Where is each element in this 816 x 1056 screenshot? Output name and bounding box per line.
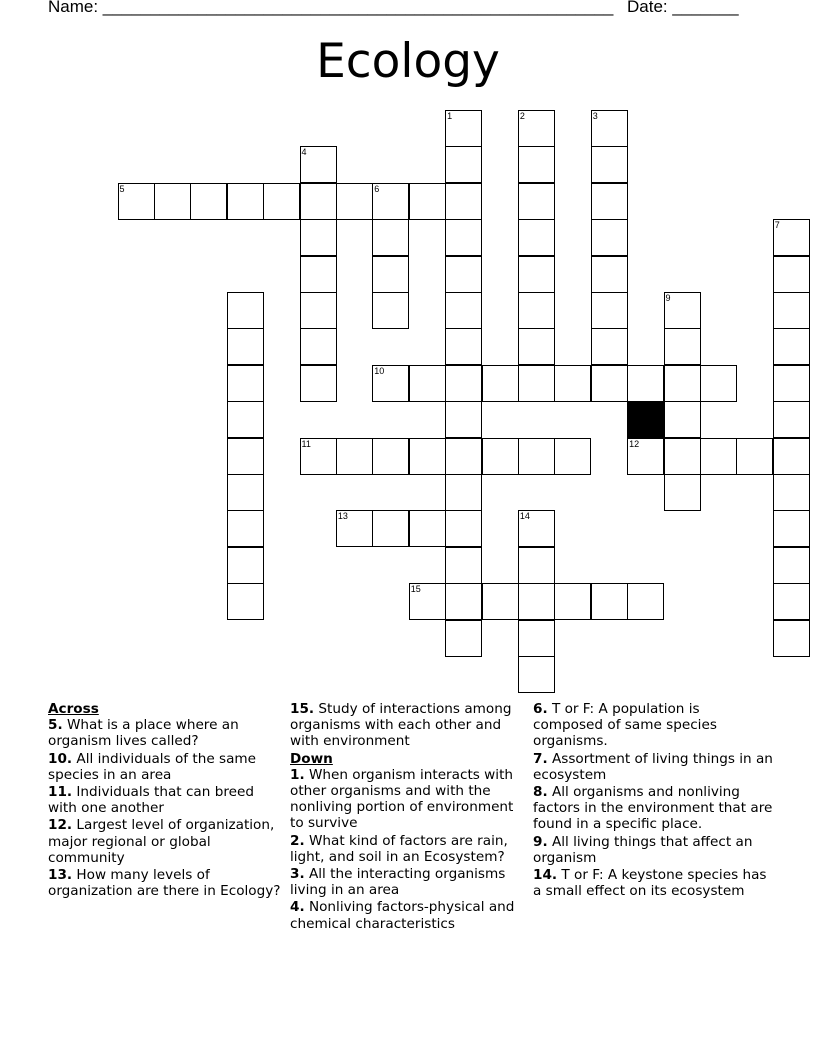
grid-cell[interactable] [336,510,373,547]
grid-cell[interactable] [227,183,264,220]
grid-cell[interactable] [554,438,591,475]
clue-item-text: All the interacting organisms living in an area [290,866,506,899]
grid-cell[interactable] [300,256,337,293]
grid-cell[interactable] [445,547,482,584]
grid-cell[interactable] [372,183,409,220]
clue-item [48,784,284,816]
grid-cell[interactable] [773,328,810,365]
clue-item-text: How many levels of organization are there in Ecology? [48,867,281,900]
clue-item-text: When organism interacts with other organisms and with the nonliving portion of environment to survive [290,766,514,832]
grid-cell[interactable] [445,474,482,511]
grid-cell[interactable] [482,438,519,475]
grid-cell[interactable] [300,219,337,256]
grid-cell[interactable] [591,365,628,402]
clue-number: 2 [519,111,525,121]
blocked-cell [627,401,664,438]
clue-item-text: What kind of factors are rain, light, and soil in an Ecosystem? [290,832,508,865]
grid-cell[interactable] [736,438,773,475]
across-heading: Across [48,701,99,717]
clue-number: 15 [410,584,421,595]
clue-item [533,701,773,750]
grid-cell[interactable] [518,328,555,365]
clue-item-text: What is a place where an organism lives called? [48,717,239,750]
clue-number: 7 [774,220,780,231]
clue-item-number: 5. [48,717,63,734]
clue-item-text: T or F: A keystone species has a small effect on its ecosystem [533,867,767,900]
grid-cell[interactable] [227,328,264,365]
clue-item-number: 15. [290,701,315,717]
grid-cell[interactable] [591,583,628,620]
grid-cell[interactable] [445,110,482,147]
clue-item [290,833,526,865]
clue-number: 3 [592,111,598,121]
clue-item [290,899,526,931]
clue-number: 12 [629,438,640,449]
clue-number: 4 [301,147,307,158]
grid-cell[interactable] [518,583,555,620]
grid-cell[interactable] [372,438,409,475]
clue-item-number: 4. [290,899,305,916]
clue-item-number: 2. [290,832,305,849]
grid-cell[interactable] [773,219,810,256]
grid-cell[interactable] [591,256,628,293]
clue-number: 13 [337,511,348,522]
grid-cell[interactable] [773,401,810,438]
grid-cell[interactable] [518,219,555,256]
grid-cell[interactable] [118,183,155,220]
grid-cell[interactable] [627,365,664,402]
clue-item-number: 6. [533,701,548,717]
grid-cell[interactable] [518,110,555,147]
grid-cell[interactable] [518,256,555,293]
grid-cell[interactable] [372,256,409,293]
grid-cell[interactable] [445,183,482,220]
grid-cell[interactable] [700,438,737,475]
grid-cell[interactable] [372,510,409,547]
across-clue-list [48,717,284,899]
grid-cell[interactable] [409,583,446,620]
grid-cell[interactable] [445,401,482,438]
grid-cell[interactable] [445,328,482,365]
down-heading: Down [290,750,333,767]
grid-cell[interactable] [445,438,482,475]
clue-item-text: Individuals that can breed with one another [48,784,254,817]
clue-item-text: All living things that affect an organism [533,833,753,866]
grid-cell[interactable] [664,438,701,475]
grid-cell[interactable] [664,365,701,402]
grid-cell[interactable] [154,183,191,220]
grid-cell[interactable] [664,401,701,438]
grid-cell[interactable] [445,219,482,256]
clue-item [48,817,284,866]
grid-cell[interactable] [627,583,664,620]
clue-column-1 [48,701,284,900]
clue-item [290,701,526,750]
clue-number: 11 [301,438,311,449]
grid-cell[interactable] [227,292,264,329]
grid-cell[interactable] [300,183,337,220]
grid-cell[interactable] [518,438,555,475]
clue-item-number: 1. [290,766,305,783]
clue-item-text: All individuals of the same species in an area [48,750,257,783]
grid-cell[interactable] [227,438,264,475]
grid-cell[interactable] [300,328,337,365]
clue-item [533,834,773,866]
grid-cell[interactable] [300,365,337,402]
grid-cell[interactable] [627,438,664,475]
clue-item [290,866,526,898]
grid-cell[interactable] [591,146,628,183]
clue-item [533,784,773,833]
clue-item [48,717,284,749]
clue-item-number: 8. [533,784,548,801]
clue-item-number: 3. [290,866,305,883]
clue-number: 1 [447,111,453,121]
grid-cell[interactable] [336,183,373,220]
grid-cell[interactable] [409,510,446,547]
grid-cell[interactable] [445,365,482,402]
grid-cell[interactable] [518,292,555,329]
clue-number: 6 [374,183,380,194]
clue-number: 10 [374,365,385,376]
date-field-label: Date: _______ [627,0,739,16]
grid-cell[interactable] [300,146,337,183]
grid-cell[interactable] [300,292,337,329]
clue-item-number: 14. [533,867,558,884]
grid-cell[interactable] [445,146,482,183]
clue-item-number: 13. [48,867,73,884]
grid-cell[interactable] [554,365,591,402]
grid-cell[interactable] [445,583,482,620]
grid-cell[interactable] [518,620,555,657]
grid-cell[interactable] [518,510,555,547]
grid-cell[interactable] [773,365,810,402]
clue-column-2 [290,701,526,933]
grid-cell[interactable] [591,219,628,256]
clue-item-number: 7. [533,750,548,767]
grid-cell[interactable] [773,474,810,511]
grid-cell[interactable] [518,183,555,220]
clue-number: 14 [519,511,530,522]
grid-cell[interactable] [227,401,264,438]
grid-cell[interactable] [445,510,482,547]
grid-cell[interactable] [227,510,264,547]
down-clue-list-continued [533,701,773,899]
grid-cell[interactable] [445,620,482,657]
clue-item [533,867,773,899]
grid-cell[interactable] [591,328,628,365]
name-field-label: Name: ______________________________________________________ [48,0,614,16]
clue-item [290,767,526,832]
clue-item-text: Assortment of living things in an ecosystem [533,750,773,783]
grid-cell[interactable] [664,328,701,365]
grid-cell[interactable] [409,183,446,220]
clue-number: 5 [119,183,125,194]
grid-cell[interactable] [773,292,810,329]
grid-cell[interactable] [554,583,591,620]
grid-cell[interactable] [773,510,810,547]
grid-cell[interactable] [227,474,264,511]
grid-cell[interactable] [263,183,300,220]
grid-cell[interactable] [227,583,264,620]
grid-cell[interactable] [482,365,519,402]
clue-item-text: Study of interactions among organisms with each other and with environment [290,701,512,750]
puzzle-title: Ecology [316,34,500,89]
clue-item [48,751,284,783]
grid-cell[interactable] [773,547,810,584]
grid-cell[interactable] [190,183,227,220]
grid-cell[interactable] [518,146,555,183]
across-clue-list-continued [290,701,526,750]
clue-item [533,751,773,783]
grid-cell[interactable] [227,547,264,584]
clue-item-number: 9. [533,833,548,850]
grid-cell[interactable] [591,183,628,220]
grid-cell[interactable] [773,438,810,475]
grid-cell[interactable] [336,438,373,475]
grid-cell[interactable] [773,620,810,657]
grid-cell[interactable] [773,583,810,620]
grid-cell[interactable] [773,256,810,293]
grid-cell[interactable] [591,110,628,147]
grid-cell[interactable] [372,292,409,329]
clue-item-text: Nonliving factors-physical and chemical characteristics [290,899,515,932]
down-clue-list [290,767,526,932]
grid-cell[interactable] [518,656,555,693]
clue-item [48,867,284,899]
grid-cell[interactable] [445,256,482,293]
grid-cell[interactable] [591,292,628,329]
grid-cell[interactable] [664,474,701,511]
clue-number: 9 [665,293,671,303]
grid-cell[interactable] [300,438,337,475]
grid-cell[interactable] [445,292,482,329]
clue-item-number: 11. [48,784,73,801]
clue-item-text: Largest level of organization, major regional or global community [48,817,275,866]
clue-item-number: 12. [48,817,73,834]
grid-cell[interactable] [227,365,264,402]
grid-cell[interactable] [482,583,519,620]
grid-cell[interactable] [372,219,409,256]
grid-cell[interactable] [700,365,737,402]
clue-item-number: 10. [48,750,73,767]
grid-cell[interactable] [372,365,409,402]
grid-cell[interactable] [664,292,701,329]
clue-column-3 [533,701,773,900]
clue-item-text: All organisms and nonliving factors in the environment that are found in a specific place. [533,784,773,833]
grid-cell[interactable] [409,365,446,402]
clue-item-text: T or F: A population is composed of same species organisms. [533,701,717,750]
grid-cell[interactable] [409,438,446,475]
grid-cell[interactable] [518,547,555,584]
grid-cell[interactable] [518,365,555,402]
